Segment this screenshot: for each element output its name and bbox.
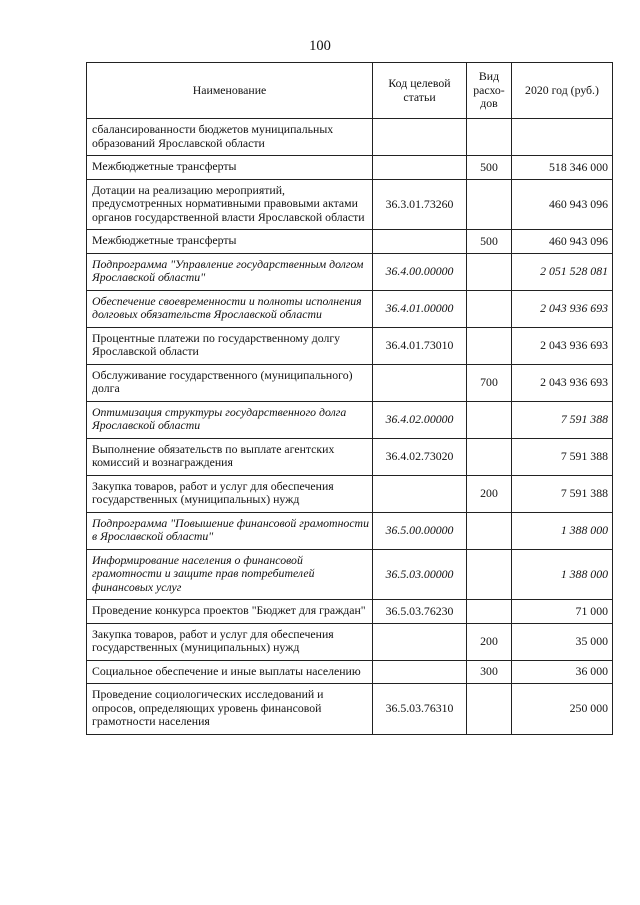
row-name: Обслуживание государственного (муниципального) долга — [87, 364, 373, 401]
row-name: Подпрограмма "Управление государственным долгом Ярославской области" — [87, 253, 373, 290]
header-name: Наименование — [87, 63, 373, 119]
row-name: Информирование населения о финансовой грамотности и защите прав потребителей финансовых услуг — [87, 549, 373, 600]
table-row — [87, 156, 613, 180]
row-kind — [467, 512, 512, 549]
table-header-row — [87, 63, 613, 119]
row-amount: 2 043 936 693 — [512, 290, 613, 327]
row-code: 36.4.02.73020 — [373, 438, 467, 475]
row-amount: 2 051 528 081 — [512, 253, 613, 290]
row-amount: 35 000 — [512, 623, 613, 660]
row-name: Дотации на реализацию мероприятий, предусмотренных нормативными правовыми актами органов государственной власти Ярославской области — [87, 179, 373, 230]
row-kind — [467, 253, 512, 290]
row-code — [373, 119, 467, 156]
row-name: Социальное обеспечение и иные выплаты населению — [87, 660, 373, 684]
header-kind: Вид расхо-дов — [467, 63, 512, 119]
row-amount: 1 388 000 — [512, 512, 613, 549]
row-code: 36.5.03.76230 — [373, 600, 467, 624]
row-kind: 200 — [467, 475, 512, 512]
row-name: Межбюджетные трансферты — [87, 156, 373, 180]
row-kind — [467, 179, 512, 230]
row-kind — [467, 119, 512, 156]
row-amount: 2 043 936 693 — [512, 327, 613, 364]
row-amount: 460 943 096 — [512, 179, 613, 230]
row-code: 36.4.02.00000 — [373, 401, 467, 438]
row-kind — [467, 290, 512, 327]
row-amount: 460 943 096 — [512, 230, 613, 254]
table-row — [87, 401, 613, 438]
row-code — [373, 156, 467, 180]
row-kind — [467, 600, 512, 624]
row-amount: 1 388 000 — [512, 549, 613, 600]
row-code — [373, 623, 467, 660]
row-code — [373, 660, 467, 684]
row-amount: 71 000 — [512, 600, 613, 624]
row-amount: 2 043 936 693 — [512, 364, 613, 401]
row-kind: 500 — [467, 230, 512, 254]
row-kind — [467, 327, 512, 364]
table-row — [87, 179, 613, 230]
row-kind — [467, 549, 512, 600]
row-name: Оптимизация структуры государственного долга Ярославской области — [87, 401, 373, 438]
row-code: 36.4.00.00000 — [373, 253, 467, 290]
row-kind: 500 — [467, 156, 512, 180]
row-kind: 700 — [467, 364, 512, 401]
row-name: Выполнение обязательств по выплате агентских комиссий и вознаграждения — [87, 438, 373, 475]
table-row — [87, 660, 613, 684]
row-name: сбалансированности бюджетов муниципальных образований Ярославской области — [87, 119, 373, 156]
row-name: Межбюджетные трансферты — [87, 230, 373, 254]
row-kind: 200 — [467, 623, 512, 660]
row-name: Закупка товаров, работ и услуг для обеспечения государственных (муниципальных) нужд — [87, 623, 373, 660]
row-amount — [512, 119, 613, 156]
table-row — [87, 475, 613, 512]
row-code — [373, 230, 467, 254]
row-code: 36.4.01.00000 — [373, 290, 467, 327]
table-row — [87, 684, 613, 735]
row-amount: 518 346 000 — [512, 156, 613, 180]
table-row — [87, 327, 613, 364]
table-row — [87, 512, 613, 549]
table-row — [87, 290, 613, 327]
row-code: 36.5.00.00000 — [373, 512, 467, 549]
row-code — [373, 475, 467, 512]
row-name: Проведение конкурса проектов "Бюджет для граждан" — [87, 600, 373, 624]
table-row — [87, 253, 613, 290]
row-amount: 7 591 388 — [512, 438, 613, 475]
row-name: Процентные платежи по государственному долгу Ярославской области — [87, 327, 373, 364]
row-amount: 7 591 388 — [512, 475, 613, 512]
header-code: Код целевой статьи — [373, 63, 467, 119]
row-code — [373, 364, 467, 401]
row-name: Подпрограмма "Повышение финансовой грамотности в Ярославской области" — [87, 512, 373, 549]
row-name: Проведение социологических исследований и опросов, определяющих уровень финансовой грамотности населения — [87, 684, 373, 735]
row-code: 36.5.03.00000 — [373, 549, 467, 600]
row-name: Обеспечение своевременности и полноты исполнения долговых обязательств Ярославской области — [87, 290, 373, 327]
table-row — [87, 364, 613, 401]
row-kind — [467, 438, 512, 475]
row-amount: 36 000 — [512, 660, 613, 684]
budget-table — [86, 62, 613, 735]
row-code: 36.3.01.73260 — [373, 179, 467, 230]
row-kind — [467, 401, 512, 438]
table-row — [87, 549, 613, 600]
table-row — [87, 438, 613, 475]
table-row — [87, 119, 613, 156]
row-kind: 300 — [467, 660, 512, 684]
row-name: Закупка товаров, работ и услуг для обеспечения государственных (муниципальных) нужд — [87, 475, 373, 512]
header-amount: 2020 год (руб.) — [512, 63, 613, 119]
row-code: 36.5.03.76310 — [373, 684, 467, 735]
table-row — [87, 600, 613, 624]
row-amount: 250 000 — [512, 684, 613, 735]
row-code: 36.4.01.73010 — [373, 327, 467, 364]
table-row — [87, 623, 613, 660]
row-kind — [467, 684, 512, 735]
page-number: 100 — [309, 38, 331, 54]
table-row — [87, 230, 613, 254]
row-amount: 7 591 388 — [512, 401, 613, 438]
